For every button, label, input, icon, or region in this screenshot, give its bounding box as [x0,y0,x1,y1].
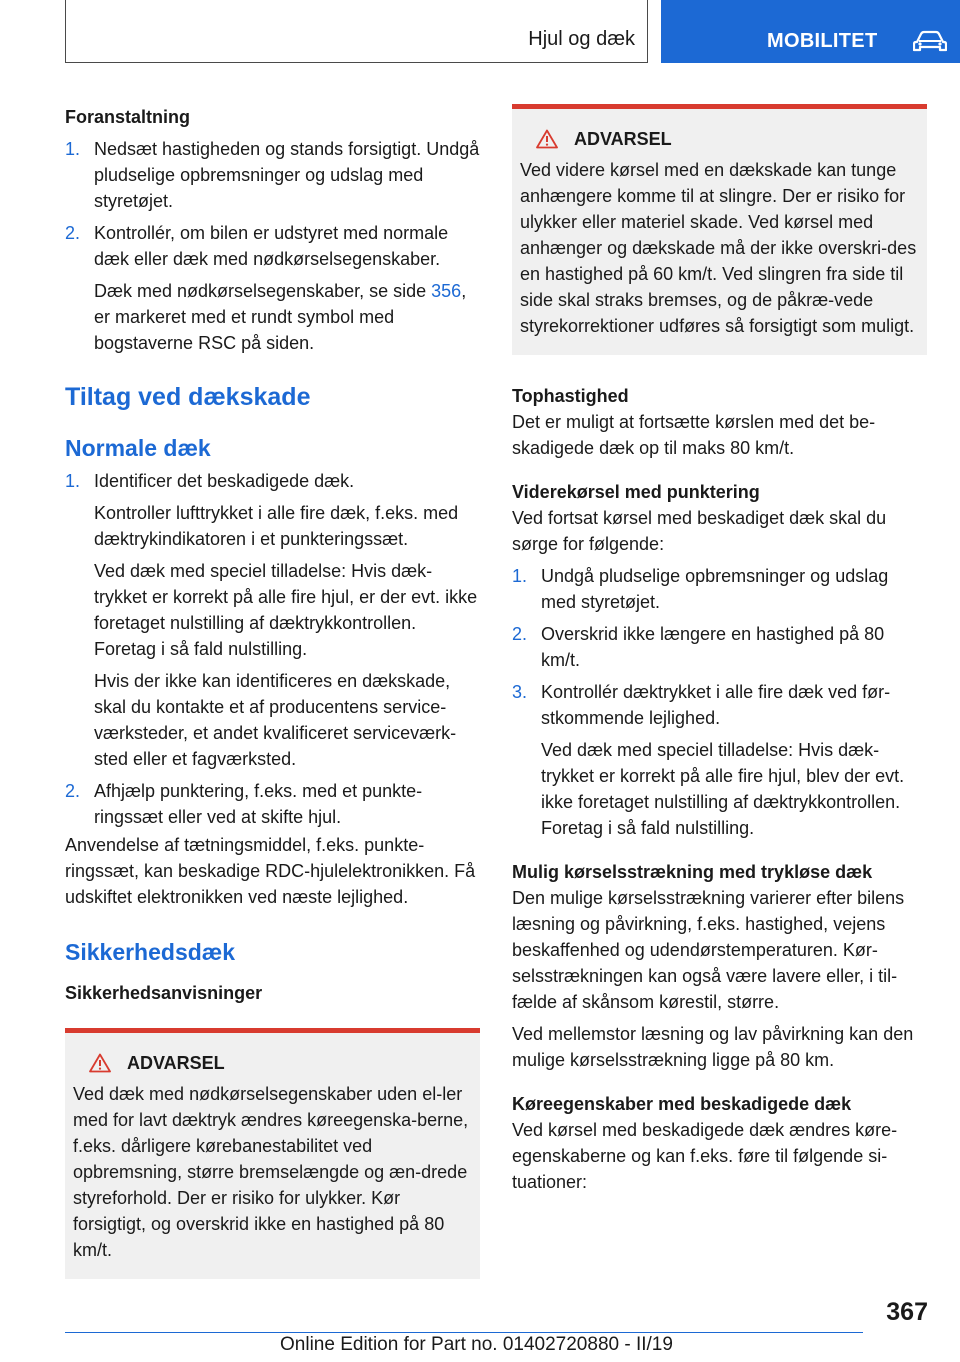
page-number: 367 [886,1298,928,1326]
footer-edition: Online Edition for Part no. 01402720880 - II/19 [280,1334,673,1355]
list-text: Undgå pludselige opbremsninger og udslag med styretøjet. [541,566,889,612]
viderekorsel-text: Ved fortsat kørsel med beskadiget dæk skal du sørge for følgende: [512,508,887,554]
mulig-heading: Mulig kørselsstrækning med trykløse dæk [512,862,873,882]
list-number: 1. [65,471,81,491]
tophastighed-text: Det er muligt at fortsætte kørslen med det be-skadigede dæk op til maks 80 km/t. [512,412,876,458]
list-text: Kontrollér, om bilen er udstyret med normale dæk eller dæk med nødkørselsegenskaber. [94,223,449,269]
warning-text: Ved videre kørsel med en dækskade kan tunge anhængere komme til at slingre. Der er risiko for ulykker eller materiel skade. Ved kørsel med anhænger og dækskade må der ikke overskri-des en hastighed på 60 km/t. Ved slingren fra side til side skal straks bremses, og de påkræ-vede styrekorrektioner udføres så forsigtigt som muligt. [520,160,917,336]
sikkerhed-heading: Sikkerhedsdæk [65,939,236,965]
koreegenskaber-text: Ved kørsel med beskadigede dæk ændres køre-egenskaberne og kan f.eks. føre til følgende si-tuationer: [512,1120,898,1192]
list-item [65,136,480,214]
list-item [512,679,927,841]
list-text: Identificer det beskadigede dæk. [94,471,355,491]
right-column [512,104,927,1195]
warning-title-row [73,1051,472,1075]
list-item [512,621,927,673]
normale-heading: Normale dæk [65,435,211,461]
viderekorsel-list [512,563,927,841]
list-continuation: Hvis der ikke kan identificeres en dækskade, skal du kontakte et af producentens service-værksteder, et andet kvalificeret serviceværk-sted eller et fagværksted. [94,671,457,769]
left-column [65,104,480,1279]
list-text: Nedsæt hastigheden og stands forsigtigt. Undgå pludselige opbremsninger og udslag med styretøjet. [94,139,480,211]
continuation-text: , er markeret med et rundt symbol med bogstaverne RSC på siden. [94,281,467,353]
viderekorsel-heading: Viderekørsel med punktering [512,482,760,502]
chapter-tab-label: MOBILITET [767,30,878,52]
warning-triangle-icon [536,129,558,149]
warning-box [512,104,927,355]
warning-title-row [520,127,919,151]
tiltag-heading: Tiltag ved dækskade [65,383,311,411]
list-number: 2. [512,624,528,644]
chapter-tab[interactable] [661,0,960,63]
list-item [512,563,927,615]
list-item [65,778,480,830]
list-item [65,468,480,772]
header-section-box [65,0,648,63]
list-number: 3. [512,682,528,702]
section-title: Hjul og dæk [528,28,635,50]
list-number: 2. [65,223,81,243]
mulig-text-1: Den mulige kørselsstrækning varierer efter bilens læsning og påvirkning, f.eks. hastighed, vejens beskaffenhed og udendørstemperaturen. Kør-selsstrækningen kan også være lavere eller, i til-fælde af skånsom kørestil, større. [512,888,905,1012]
warning-triangle-icon [89,1053,111,1073]
foranstaltning-list [65,136,480,356]
list-continuation: Ved dæk med speciel tilladelse: Hvis dæk-trykket er korrekt på alle fire hjul, blev der evt. ikke foretaget nulstilling af dæktrykkontrollen. Foretag i så fald nulstilling. [541,740,905,838]
foranstaltning-heading: Foranstaltning [65,107,190,127]
tophastighed-heading: Tophastighed [512,386,629,406]
continuation-text: Dæk med nødkørselsegenskaber, se side [94,281,432,301]
warning-box [65,1028,480,1279]
list-text: Afhjælp punktering, f.eks. med et punkte-ringssæt eller ved at skifte hjul. [94,781,423,827]
page-link-356[interactable]: 356 [431,281,462,301]
koreegenskaber-heading: Køreegenskaber med beskadigede dæk [512,1094,852,1114]
mulig-text-2: Ved mellemstor læsning og lav påvirkning kan den mulige kørselsstrækning ligge på 80 km. [512,1024,914,1070]
list-number: 1. [65,139,81,159]
list-text: Kontrollér dæktrykket i alle fire dæk ved før-stkommende lejlighed. [541,682,891,728]
warning-title: ADVARSEL [574,129,672,149]
footer-divider [65,1332,863,1333]
car-icon [913,30,947,52]
list-continuation: Ved dæk med speciel tilladelse: Hvis dæk-trykket er korrekt på alle fire hjul, er der evt. ikke foretaget nulstilling af dæktrykkontrollen. Foretag i så fald nulstilling. [94,561,478,659]
anvendelse-text: Anvendelse af tætningsmiddel, f.eks. punkte-ringssæt, kan beskadige RDC-hjulelektronikken. Få udskiftet elektronikken ved næste lejlighed. [65,835,476,907]
list-continuation: Kontroller lufttrykket i alle fire dæk, f.eks. med dæktrykindikatoren i et punkteringssæt. [94,503,459,549]
list-number: 2. [65,781,81,801]
list-text: Overskrid ikke længere en hastighed på 80 km/t. [541,624,885,670]
warning-text: Ved dæk med nødkørselsegenskaber uden el-ler med for lavt dæktryk ændres køreegenska-berne, f.eks. dårligere kørebanestabilitet ved opbremsning, større bremselængde og æn-drede styreforhold. Der er risiko for ulykker. Kør forsigtigt, og overskrid ikke en hastighed på 80 km/t. [73,1084,469,1260]
sikkerhed-subheading: Sikkerhedsanvisninger [65,983,263,1003]
list-continuation [94,278,480,356]
list-item [65,220,480,356]
list-number: 1. [512,566,528,586]
normale-list [65,468,480,830]
warning-title: ADVARSEL [127,1053,225,1073]
